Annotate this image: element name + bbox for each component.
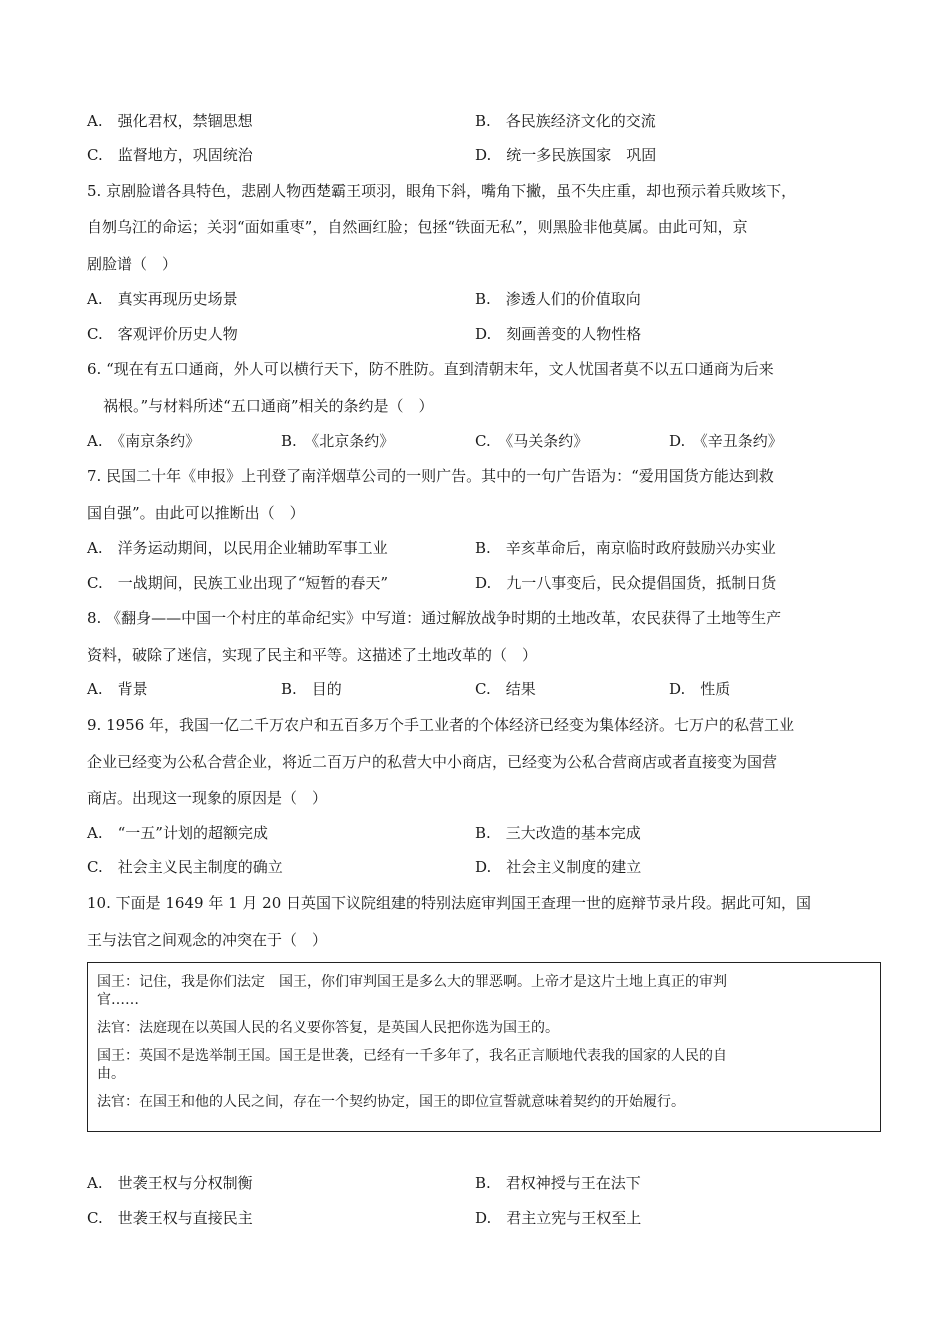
q5-option-c[interactable]: C. 客观评价历史人物 — [87, 325, 238, 343]
q10-box-king-line1-cont: 官…… — [97, 992, 139, 1008]
q7-option-a[interactable]: A. 洋务运动期间，以民用企业辅助军事工业 — [87, 539, 388, 557]
q4-option-a[interactable]: A. 强化君权，禁锢思想 — [87, 112, 253, 130]
q8-option-a[interactable]: A. 背景 — [87, 680, 148, 698]
q9-option-d[interactable]: D. 社会主义制度的建立 — [475, 858, 642, 876]
q9-stem-line3: 商店。出现这一现象的原因是（ ） — [87, 789, 328, 807]
q10-option-a[interactable]: A. 世袭王权与分权制衡 — [87, 1174, 253, 1192]
q8-option-c[interactable]: C. 结果 — [475, 680, 536, 698]
q10-box-judge-line1: 法官：法庭现在以英国人民的名义要你答复，是英国人民把你选为国王的。 — [97, 1020, 559, 1036]
q10-stem-line1: 10. 下面是 1649 年 1 月 20 日英国下议院组建的特别法庭审判国王查理一世的庭辩节录片段。据此可知，国 — [87, 894, 812, 912]
q10-option-d[interactable]: D. 君主立宪与王权至上 — [475, 1209, 642, 1227]
q9-option-a[interactable]: A. “一五”计划的超额完成 — [87, 824, 268, 842]
q6-stem-line1: 6. “现在有五口通商，外人可以横行天下，防不胜防。直到清朝末年，文人忧国者莫不以五口通商为后来 — [87, 360, 774, 378]
q6-option-d[interactable]: D. 《辛丑条约》 — [669, 432, 783, 450]
q10-option-b[interactable]: B. 君权神授与王在法下 — [475, 1174, 641, 1192]
q10-option-c[interactable]: C. 世袭王权与直接民主 — [87, 1209, 253, 1227]
q7-option-b[interactable]: B. 辛亥革命后，南京临时政府鼓励兴办实业 — [475, 539, 776, 557]
q6-stem-line2: 祸根。”与材料所述“五口通商”相关的条约是（ ） — [103, 397, 434, 415]
q5-stem-line2: 自刎乌江的命运；关羽“面如重枣”，自然画红脸；包拯“铁面无私”，则黑脸非他莫属。由此可知，京 — [87, 218, 748, 236]
q6-option-b[interactable]: B. 《北京条约》 — [281, 432, 395, 450]
q4-option-c[interactable]: C. 监督地方，巩固统治 — [87, 146, 253, 164]
q10-box-king-line2: 国王：英国不是选举制王国。国王是世袭，已经有一千多年了，我名正言顺地代表我的国家的人民的自 — [97, 1048, 727, 1064]
q4-option-b[interactable]: B. 各民族经济文化的交流 — [475, 112, 656, 130]
q7-option-d[interactable]: D. 九一八事变后，民众提倡国货，抵制日货 — [475, 574, 777, 592]
q8-option-b[interactable]: B. 目的 — [281, 680, 342, 698]
q9-stem-line2: 企业已经变为公私合营企业，将近二百万户的私营大中小商店，已经变为公私合营商店或者直接变为国营 — [87, 753, 778, 771]
q5-option-d[interactable]: D. 刻画善变的人物性格 — [475, 325, 642, 343]
q7-stem-line1: 7. 民国二十年《申报》上刊登了南洋烟草公司的一则广告。其中的一句广告语为：“爱用国货方能达到救 — [87, 467, 774, 485]
q5-option-a[interactable]: A. 真实再现历史场景 — [87, 290, 238, 308]
q5-stem-line3: 剧脸谱（ ） — [87, 255, 178, 273]
q10-box-king-line1: 国王：记住，我是你们法定 国王，你们审判国王是多么大的罪恶啊。上帝才是这片土地上真正的审判 — [97, 974, 727, 990]
q9-stem-line1: 9. 1956 年，我国一亿二千万农户和五百多万个手工业者的个体经济已经变为集体经济。七万户的私营工业 — [87, 716, 795, 734]
q8-stem-line1: 8. 《翻身——中国一个村庄的革命纪实》中写道：通过解放战争时期的土地改革，农民获得了土地等生产 — [87, 609, 782, 627]
q7-option-c[interactable]: C. 一战期间，民族工业出现了“短暂的春天” — [87, 574, 389, 592]
q7-stem-line2: 国自强”。由此可以推断出（ ） — [87, 504, 305, 522]
q4-option-d[interactable]: D. 统一多民族国家 巩固 — [475, 146, 657, 164]
q10-box-king-line2-cont: 由。 — [97, 1066, 125, 1082]
q6-option-a[interactable]: A. 《南京条约》 — [87, 432, 201, 450]
q8-option-d[interactable]: D. 性质 — [669, 680, 731, 698]
q9-option-c[interactable]: C. 社会主义民主制度的确立 — [87, 858, 283, 876]
q10-box-judge-line2: 法官：在国王和他的人民之间，存在一个契约协定，国王的即位宣誓就意味着契约的开始履行。 — [97, 1094, 685, 1110]
q9-option-b[interactable]: B. 三大改造的基本完成 — [475, 824, 641, 842]
q10-stem-line2: 王与法官之间观念的冲突在于（ ） — [87, 931, 328, 949]
q8-stem-line2: 资料，破除了迷信，实现了民主和平等。这描述了土地改革的（ ） — [87, 646, 538, 664]
q6-option-c[interactable]: C. 《马关条约》 — [475, 432, 589, 450]
q10-material-box — [87, 962, 881, 1132]
q5-option-b[interactable]: B. 渗透人们的价值取向 — [475, 290, 641, 308]
q5-stem-line1: 5. 京剧脸谱各具特色，悲剧人物西楚霸王项羽，眼角下斜，嘴角下撇，虽不失庄重，却也预示着兵败垓下， — [87, 182, 797, 200]
